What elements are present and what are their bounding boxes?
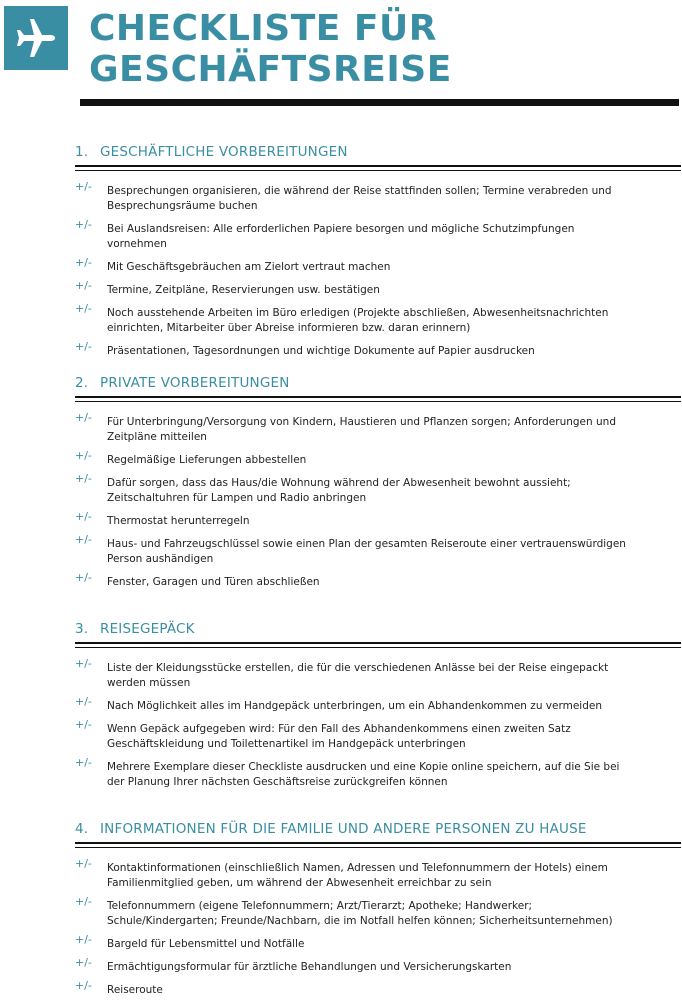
item-text: Termine, Zeitpläne, Reservierungen usw. bestätigen	[107, 284, 380, 296]
item-text: Dafür sorgen, dass das Haus/die Wohnung während der Abwesenheit bewohnt aussieht; Zeitschaltuhren für Lampen und Radio anbringen	[107, 477, 571, 504]
checklist-item[interactable]	[75, 756, 681, 790]
item-text: Reiseroute	[107, 984, 163, 996]
checklist-item[interactable]	[75, 657, 681, 691]
check-mark[interactable]: +/-	[75, 895, 92, 908]
checklist-item[interactable]	[75, 180, 681, 214]
section-title: REISEGEPÄCK	[100, 621, 195, 637]
check-mark[interactable]: +/-	[75, 180, 92, 193]
checklist-item[interactable]	[75, 979, 681, 998]
item-text: Bargeld für Lebensmittel und Notfälle	[107, 938, 305, 950]
checklist-item[interactable]	[75, 533, 681, 567]
section-header	[75, 373, 681, 393]
checklist-item[interactable]	[75, 340, 681, 359]
section-header	[75, 819, 681, 839]
check-mark[interactable]: +/-	[75, 695, 92, 708]
check-mark[interactable]: +/-	[75, 857, 92, 870]
check-mark[interactable]: +/-	[75, 449, 92, 462]
section-private-prep	[75, 373, 681, 598]
item-text: Kontaktinformationen (einschließlich Namen, Adressen und Telefonnummern der Hotels) einem Familienmitglied geben, um während der Abwesenheit erreichbar zu sein	[107, 862, 608, 889]
section-number: 4.	[75, 821, 89, 837]
item-text: Mehrere Exemplare dieser Checkliste ausdrucken und eine Kopie online speichern, auf die Sie bei der Planung Ihrer nächsten Geschäftsreise zurückgreifen können	[107, 761, 620, 788]
check-mark[interactable]: +/-	[75, 279, 92, 292]
item-text: Liste der Kleidungsstücke erstellen, die für die verschiedenen Anlässe bei der Reise eingepackt werden müssen	[107, 662, 609, 689]
checklist-item[interactable]	[75, 472, 681, 506]
section-divider	[75, 842, 681, 848]
checklist-item[interactable]	[75, 956, 681, 975]
checklist-item[interactable]	[75, 449, 681, 468]
checklist-item[interactable]	[75, 571, 681, 590]
item-text: Ermächtigungsformular für ärztliche Behandlungen und Versicherungskarten	[107, 961, 512, 973]
item-text: Für Unterbringung/Versorgung von Kindern, Haustieren und Pflanzen sorgen; Anforderungen und Zeitpläne mitteilen	[107, 416, 616, 443]
section-title: PRIVATE VORBEREITUNGEN	[100, 375, 290, 391]
checklist-item[interactable]	[75, 933, 681, 952]
check-mark[interactable]: +/-	[75, 571, 92, 584]
checklist-item[interactable]	[75, 857, 681, 891]
section-divider	[75, 396, 681, 402]
item-text: Mit Geschäftsgebräuchen am Zielort vertraut machen	[107, 261, 391, 273]
section-divider	[75, 642, 681, 648]
check-mark[interactable]: +/-	[75, 956, 92, 969]
item-text: Besprechungen organisieren, die während der Reise stattfinden sollen; Termine verabreden und Besprechungsräume buchen	[107, 185, 612, 212]
checklist-item[interactable]	[75, 279, 681, 298]
section-header	[75, 619, 681, 639]
checklist-item[interactable]	[75, 302, 681, 336]
check-mark[interactable]: +/-	[75, 657, 92, 670]
item-text: Wenn Gepäck aufgegeben wird: Für den Fall des Abhandenkommens einen zweiten Satz Geschäftskleidung und Toilettenartikel im Handgepäck unterbringen	[107, 723, 571, 750]
checklist-item[interactable]	[75, 218, 681, 252]
section-family-info	[75, 819, 681, 1006]
document-title	[89, 8, 679, 90]
checklist-item[interactable]	[75, 411, 681, 445]
item-text: Regelmäßige Lieferungen abbestellen	[107, 454, 307, 466]
item-text: Präsentationen, Tagesordnungen und wichtige Dokumente auf Papier ausdrucken	[107, 345, 535, 357]
section-title: GESCHÄFTLICHE VORBEREITUNGEN	[100, 144, 348, 160]
item-text: Fenster, Garagen und Türen abschließen	[107, 576, 320, 588]
item-text: Noch ausstehende Arbeiten im Büro erledigen (Projekte abschließen, Abwesenheitsnachrichten einrichten, Mitarbeiter über Abreise informieren bzw. daran erinnern)	[107, 307, 609, 334]
checklist-item[interactable]	[75, 510, 681, 529]
title-line-2: GESCHÄFTSREISE	[89, 49, 452, 90]
section-number: 2.	[75, 375, 89, 391]
check-mark[interactable]: +/-	[75, 340, 92, 353]
check-mark[interactable]: +/-	[75, 933, 92, 946]
check-mark[interactable]: +/-	[75, 256, 92, 269]
item-text: Bei Auslandsreisen: Alle erforderlichen Papiere besorgen und mögliche Schutzimpfungen vornehmen	[107, 223, 575, 250]
section-business-prep	[75, 142, 681, 367]
check-mark[interactable]: +/-	[75, 218, 92, 231]
check-mark[interactable]: +/-	[75, 756, 92, 769]
check-mark[interactable]: +/-	[75, 302, 92, 315]
title-line-1: CHECKLISTE FÜR	[89, 8, 437, 49]
checklist-item[interactable]	[75, 695, 681, 714]
check-mark[interactable]: +/-	[75, 411, 92, 424]
airplane-icon	[13, 15, 59, 61]
title-divider	[80, 99, 679, 106]
check-mark[interactable]: +/-	[75, 510, 92, 523]
section-header	[75, 142, 681, 162]
section-luggage	[75, 619, 681, 798]
check-mark[interactable]: +/-	[75, 472, 92, 485]
item-text: Haus- und Fahrzeugschlüssel sowie einen Plan der gesamten Reiseroute einer vertrauenswürdigen Person aushändigen	[107, 538, 626, 565]
check-mark[interactable]: +/-	[75, 718, 92, 731]
item-text: Thermostat herunterregeln	[107, 515, 250, 527]
checklist-item[interactable]	[75, 895, 681, 929]
section-title: INFORMATIONEN FÜR DIE FAMILIE UND ANDERE PERSONEN ZU HAUSE	[100, 821, 587, 837]
checklist-item[interactable]	[75, 256, 681, 275]
item-text: Telefonnummern (eigene Telefonnummern; Arzt/Tierarzt; Apotheke; Handwerker; Schule/Kindergarten; Freunde/Nachbarn, die im Notfall helfen können; Sicherheitsunternehmen)	[107, 900, 613, 927]
item-text: Nach Möglichkeit alles im Handgepäck unterbringen, um ein Abhandenkommen zu vermeiden	[107, 700, 602, 712]
section-number: 3.	[75, 621, 89, 637]
checklist-item[interactable]	[75, 718, 681, 752]
section-number: 1.	[75, 144, 89, 160]
section-divider	[75, 165, 681, 171]
check-mark[interactable]: +/-	[75, 533, 92, 546]
airplane-logo	[4, 6, 68, 70]
check-mark[interactable]: +/-	[75, 979, 92, 992]
